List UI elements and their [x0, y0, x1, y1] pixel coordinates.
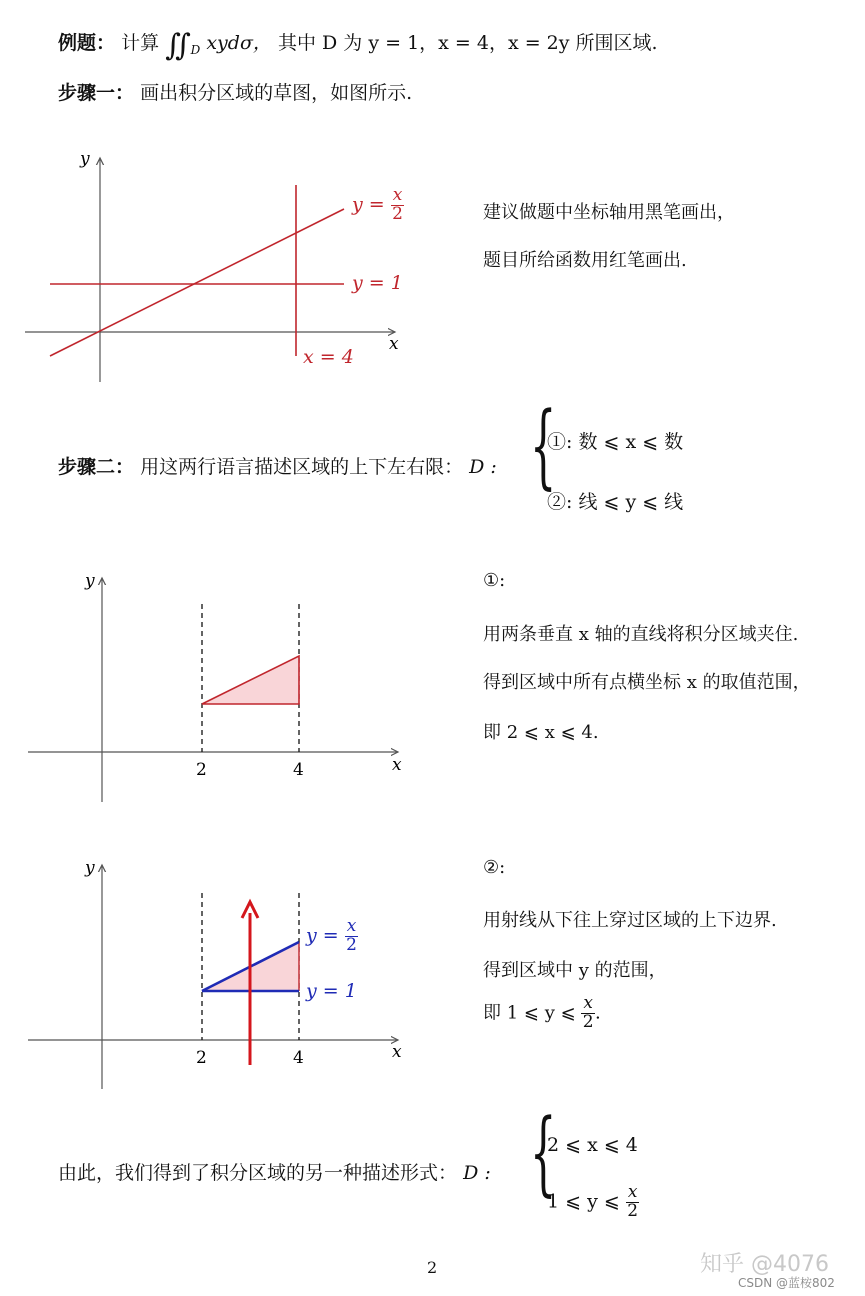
fig3-note-1: 用射线从下往上穿过区域的上下边界. — [483, 910, 777, 931]
fig1-note-1: 建议做题中坐标轴用黑笔画出， — [483, 202, 735, 223]
figure-3 — [0, 855, 420, 1095]
fig2-tick-4: 4 — [293, 760, 304, 780]
conclusion-row2-num: x — [627, 1182, 638, 1202]
integral-subscript: D — [190, 42, 201, 57]
example-text-1: 计算 — [121, 32, 160, 54]
fig1-y-label: y — [80, 149, 90, 169]
fig3-y-label: y — [85, 858, 95, 878]
fig3-note-3 — [483, 995, 601, 1032]
step1-line — [58, 78, 412, 105]
fig3-note-3-den: 2 — [582, 1011, 594, 1032]
fig3-tick-4: 4 — [293, 1048, 304, 1068]
figure-2 — [0, 570, 420, 810]
figure-1 — [0, 140, 440, 390]
example-label: 例题： — [58, 32, 116, 54]
fig1-note-2: 题目所给函数用红笔画出. — [483, 250, 687, 271]
fig2-region — [202, 656, 299, 704]
fig3-note-2: 得到区域中 y 的范围， — [483, 960, 667, 981]
step2-label: 步骤二： — [58, 456, 135, 478]
conclusion-line — [58, 1158, 491, 1185]
fig1-diag-num: x — [392, 185, 403, 205]
fig2-y-label: y — [85, 571, 95, 591]
fig1-diag-label — [352, 187, 404, 224]
fig1-x-label: x — [389, 334, 399, 354]
fig3-note-3-prefix: 即 1 ⩽ y ⩽ — [483, 1002, 576, 1024]
fig3-x-label: x — [392, 1042, 402, 1062]
fig3-upper-label — [306, 918, 358, 955]
step2-line — [58, 452, 497, 479]
conclusion-text: 由此，我们得到了积分区域的另一种描述形式： — [58, 1162, 458, 1184]
fig2-mark: ①: — [483, 570, 506, 591]
fig3-upper-num: x — [346, 916, 357, 936]
integrand: xydσ， — [206, 32, 272, 54]
zhihu-watermark: 知乎 @4076 — [700, 1252, 829, 1277]
conclusion-row1: 2 ⩽ x ⩽ 4 — [547, 1134, 638, 1156]
fig3-tick-2: 2 — [196, 1048, 207, 1068]
step1-text: 画出积分区域的草图，如图所示. — [140, 82, 413, 104]
fig2-note-1: 用两条垂直 x 轴的直线将积分区域夹住. — [483, 624, 799, 645]
step2-d: D : — [469, 456, 497, 478]
fig1-line-diagonal — [50, 209, 344, 356]
fig1-diag-label-lhs: y = — [352, 193, 385, 216]
page-number: 2 — [427, 1258, 438, 1277]
csdn-watermark: CSDN @蓝桉802 — [738, 1276, 835, 1290]
step2-row2: ②: 线 ⩽ y ⩽ 线 — [547, 491, 684, 513]
step1-label: 步骤一： — [58, 82, 135, 104]
fig2-x-label: x — [392, 755, 402, 775]
fig2-note-3: 即 2 ⩽ x ⩽ 4. — [483, 722, 599, 743]
fig3-upper-lhs: y = — [306, 924, 339, 947]
conclusion-brace: { — [530, 1099, 557, 1206]
fig3-note-3-num: x — [583, 993, 593, 1013]
conclusion-row2-den: 2 — [627, 1200, 639, 1221]
fig3-upper-den: 2 — [346, 934, 357, 955]
example-line — [58, 28, 658, 63]
conclusion-row2 — [547, 1184, 639, 1221]
fig1-v-label: x = 4 — [303, 346, 354, 368]
example-text-2: 其中 D 为 y = 1，x = 4，x = 2y 所围区域. — [277, 32, 658, 54]
fig3-lower-label: y = 1 — [306, 980, 357, 1002]
fig3-note-3-suffix: . — [595, 1002, 601, 1024]
fig2-note-2: 得到区域中所有点横坐标 x 的取值范围， — [483, 672, 811, 693]
fig1-h-label: y = 1 — [352, 272, 403, 294]
conclusion-d: D : — [463, 1162, 491, 1184]
fig1-diag-den: 2 — [392, 203, 403, 224]
step2-text: 用这两行语言描述区域的上下左右限： — [140, 456, 464, 478]
step2-brace: { — [530, 392, 557, 499]
fig3-mark: ②: — [483, 857, 506, 878]
double-integral-symbol: ∬ — [165, 28, 191, 63]
conclusion-row2-prefix: 1 ⩽ y ⩽ — [547, 1190, 620, 1213]
step2-row1: ①: 数 ⩽ x ⩽ 数 — [547, 431, 684, 453]
fig2-tick-2: 2 — [196, 760, 207, 780]
